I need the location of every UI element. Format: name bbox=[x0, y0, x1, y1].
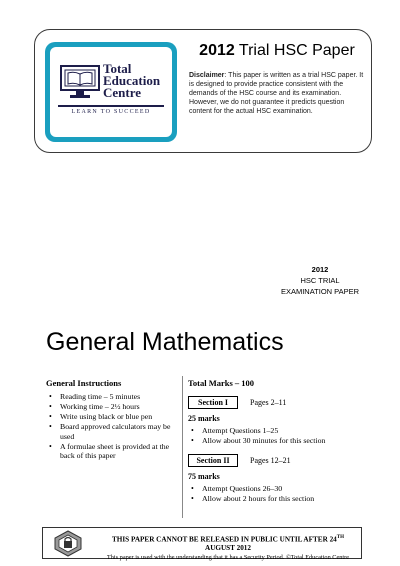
logo-line2: Education bbox=[103, 73, 161, 88]
logo-line3: Centre bbox=[103, 85, 142, 100]
exam-year: 2012 bbox=[311, 265, 329, 274]
footer-main-text: THIS PAPER CANNOT BE RELEASED IN PUBLIC UNTIL AFTER 24 bbox=[111, 535, 337, 544]
section-2-row bbox=[188, 454, 368, 467]
header-box bbox=[34, 29, 372, 153]
footer-release-notice bbox=[97, 533, 359, 553]
instruction-item: • A formulae sheet is provided at the back of this paper bbox=[46, 442, 180, 461]
general-instructions bbox=[46, 378, 180, 461]
general-instructions-heading: General Instructions bbox=[46, 378, 122, 388]
logo-inner bbox=[50, 47, 172, 137]
security-shield-icon bbox=[53, 530, 83, 557]
section-1-badge: Section I bbox=[188, 396, 238, 409]
section-2-badge: Section II bbox=[188, 454, 238, 467]
logo-tagline: LEARN TO SUCCEED bbox=[71, 109, 151, 115]
marks-column bbox=[188, 378, 368, 504]
trial-title bbox=[189, 42, 365, 60]
instruction-item: • Write using black or blue pen bbox=[46, 412, 180, 422]
instruction-item: • Board approved calculators may be used bbox=[46, 422, 180, 441]
section-1-row bbox=[188, 396, 368, 409]
logo-line1: Total bbox=[103, 61, 132, 76]
logo bbox=[45, 42, 177, 142]
column-divider bbox=[182, 376, 183, 518]
section-1-list bbox=[188, 426, 368, 446]
total-marks-heading: Total Marks – 100 bbox=[188, 378, 255, 388]
exam-block bbox=[270, 264, 370, 297]
trial-title-text: Trial HSC Paper bbox=[238, 42, 355, 59]
section-1-item: • Allow about 30 minutes for this section bbox=[188, 436, 368, 446]
exam-line1: HSC TRIAL bbox=[300, 276, 340, 285]
disclaimer bbox=[189, 71, 367, 116]
exam-line2: EXAMINATION PAPER bbox=[280, 287, 360, 296]
instruction-item: • Working time – 2½ hours bbox=[46, 402, 180, 412]
section-1-marks: 25 marks bbox=[188, 414, 220, 423]
section-1-pages: Pages 2–11 bbox=[250, 398, 287, 407]
logo-divider bbox=[58, 105, 164, 107]
footer-text bbox=[97, 533, 359, 562]
footer-security-note: This paper is used with the understanding that it has a Security Period. ©Total Education Centre bbox=[106, 554, 350, 562]
monitor-book-icon bbox=[60, 65, 100, 101]
disclaimer-text: : This paper is written as a trial HSC paper. It is designed to provide practice consistent with the demands of the HSC course and its examination. However, we do not guarantee it predicts question content for the actual HSC examination. bbox=[189, 72, 364, 115]
section-2-list bbox=[188, 484, 368, 504]
footer-date-suffix: TH bbox=[336, 535, 345, 540]
subject-title: General Mathematics bbox=[46, 328, 284, 356]
section-2-pages: Pages 12–21 bbox=[250, 455, 291, 465]
section-2-marks: 75 marks bbox=[188, 471, 220, 481]
disclaimer-label: Disclaimer bbox=[189, 72, 225, 79]
section-2-item: • Allow about 2 hours for this section bbox=[188, 494, 368, 504]
instruction-item: • Reading time – 5 minutes bbox=[46, 392, 180, 402]
instructions-list bbox=[46, 392, 180, 461]
trial-year: 2012 bbox=[199, 42, 235, 59]
footer-main-date: AUGUST 2012 bbox=[205, 544, 251, 553]
logo-name bbox=[103, 63, 173, 99]
section-1-item: • Attempt Questions 1–25 bbox=[188, 426, 368, 436]
security-footer bbox=[42, 527, 362, 562]
section-2-item: • Attempt Questions 26–30 bbox=[188, 484, 368, 494]
